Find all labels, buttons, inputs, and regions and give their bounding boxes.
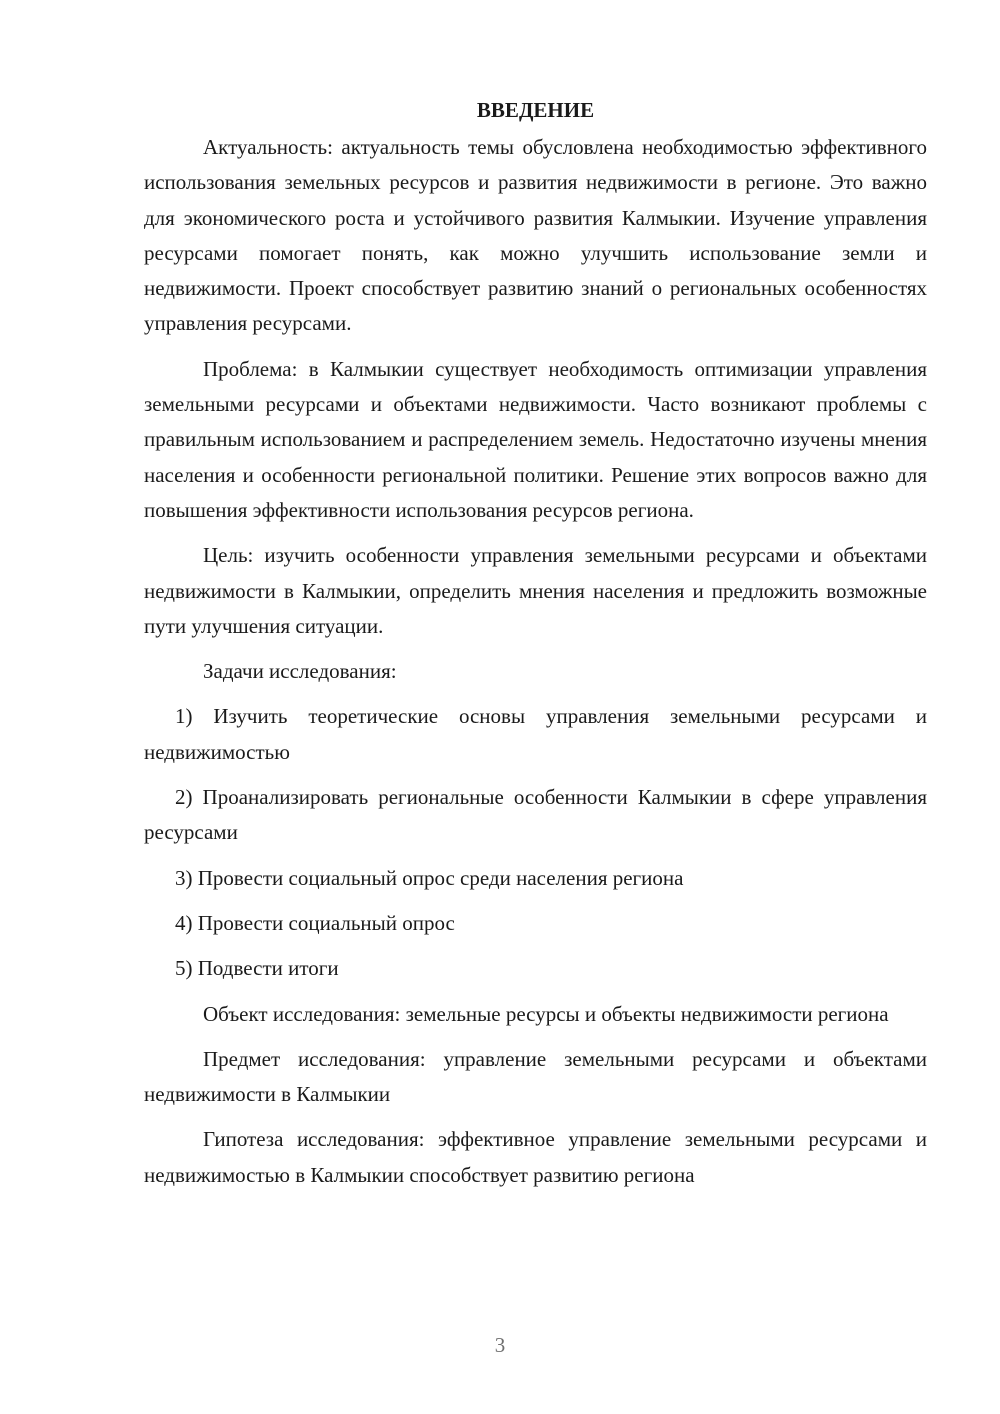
hypothesis-paragraph: Гипотеза исследования: эффективное управление земельными ресурсами и недвижимостью в Калмыкии способствует развитию региона — [144, 1127, 927, 1187]
goal-paragraph: Цель: изучить особенности управления земельными ресурсами и объектами недвижимости в Калмыкии, определить мнения населения и предложить возможные пути улучшения ситуации. — [144, 543, 927, 638]
tasks-heading: Задачи исследования: — [203, 659, 397, 684]
document-page — [144, 92, 927, 1203]
object-paragraph: Объект исследования: земельные ресурсы и объекты недвижимости региона — [203, 1001, 889, 1026]
task-item-5: 5) Подвести итоги — [175, 956, 339, 981]
task-item-1: 1) Изучить теоретические основы управления земельными ресурсами и недвижимостью — [144, 704, 927, 764]
task-item-2: 2) Проанализировать региональные особенности Калмыкии в сфере управления ресурсами — [144, 785, 927, 845]
problem-paragraph: Проблема: в Калмыкии существует необходимость оптимизации управления земельными ресурсами и объектами недвижимости. Часто возникают проблемы с правильным использованием и распределением земель. Недостаточно изучены мнения населения и особенности региональной политики. Решение этих вопросов важно для повышения эффективности использования ресурсов региона. — [144, 356, 927, 522]
subject-paragraph: Предмет исследования: управление земельными ресурсами и объектами недвижимости в Калмыкии — [144, 1046, 927, 1107]
task-item-4: 4) Провести социальный опрос — [175, 910, 455, 935]
task-item-3: 3) Провести социальный опрос среди населения региона — [175, 865, 684, 890]
page-number: 3 — [494, 1333, 506, 1357]
page-title: ВВЕДЕНИЕ — [476, 98, 595, 122]
relevance-paragraph: Актуальность: актуальность темы обусловлена необходимостью эффективного использования земельных ресурсов и развития недвижимости в регионе. Это важно для экономического роста и устойчивого развития Калмыкии. Изучение управления ресурсами помогает понять, как можно улучшить использование земли и недвижимости. Проект способствует развитию знаний о региональных особенностях управления ресурсами. — [144, 135, 927, 336]
